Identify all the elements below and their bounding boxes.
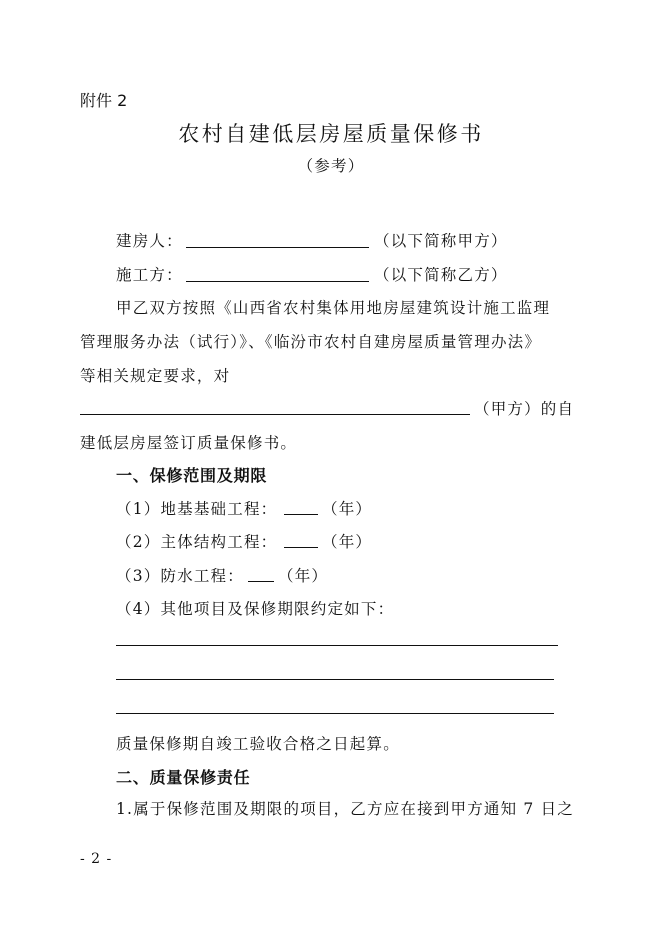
document-title: 农村自建低层房屋质量保修书 [178, 122, 484, 146]
document-subtitle: （参考） [297, 157, 365, 175]
contractor-label: 施工方： [116, 266, 183, 284]
builder-field[interactable] [186, 247, 369, 248]
intro-line-1: 甲乙双方按照《山西省农村集体用地房屋建筑设计施工监理 [116, 299, 551, 317]
page-number: - 2 - [80, 851, 113, 867]
item-other-label: （4）其他项目及保修期限约定如下： [116, 600, 395, 618]
intro-line-4-suffix: （甲方）的自 [474, 400, 575, 418]
item-structure-label: （2）主体结构工程： [116, 533, 278, 551]
builder-suffix: （以下简称甲方） [374, 232, 508, 250]
section-2-heading: 二、质量保修责任 [116, 768, 251, 787]
item-waterproof-field[interactable] [248, 581, 274, 582]
item-foundation-label: （1）地基基础工程： [116, 500, 278, 518]
item-waterproof-label: （3）防水工程： [116, 567, 244, 585]
other-items-line-3[interactable] [116, 713, 554, 714]
section-1-heading: 一、保修范围及期限 [116, 466, 268, 485]
builder-label: 建房人： [116, 232, 183, 250]
contractor-suffix: （以下简称乙方） [374, 266, 508, 284]
item-foundation-unit: （年） [322, 500, 373, 518]
other-items-line-1[interactable] [116, 645, 558, 646]
section-2-line-1: 1.属于保修范围及期限的项目，乙方应在接到甲方通知 7 日之 [116, 800, 575, 818]
contractor-field[interactable] [186, 281, 369, 282]
other-items-line-2[interactable] [116, 679, 554, 680]
intro-line-5: 建低层房屋签订质量保修书。 [80, 434, 298, 452]
house-owner-field[interactable] [80, 414, 470, 415]
item-structure-field[interactable] [284, 547, 318, 548]
item-waterproof-unit: （年） [278, 567, 329, 585]
intro-line-3: 等相关规定要求，对 [80, 367, 231, 385]
attachment-label: 附件 2 [80, 91, 128, 110]
intro-line-2: 管理服务办法（试行）》、《临汾市农村自建房屋质量管理办法》 [80, 333, 542, 351]
warranty-start-note: 质量保修期自竣工验收合格之日起算。 [116, 735, 400, 753]
item-foundation-field[interactable] [284, 514, 318, 515]
item-structure-unit: （年） [322, 533, 373, 551]
